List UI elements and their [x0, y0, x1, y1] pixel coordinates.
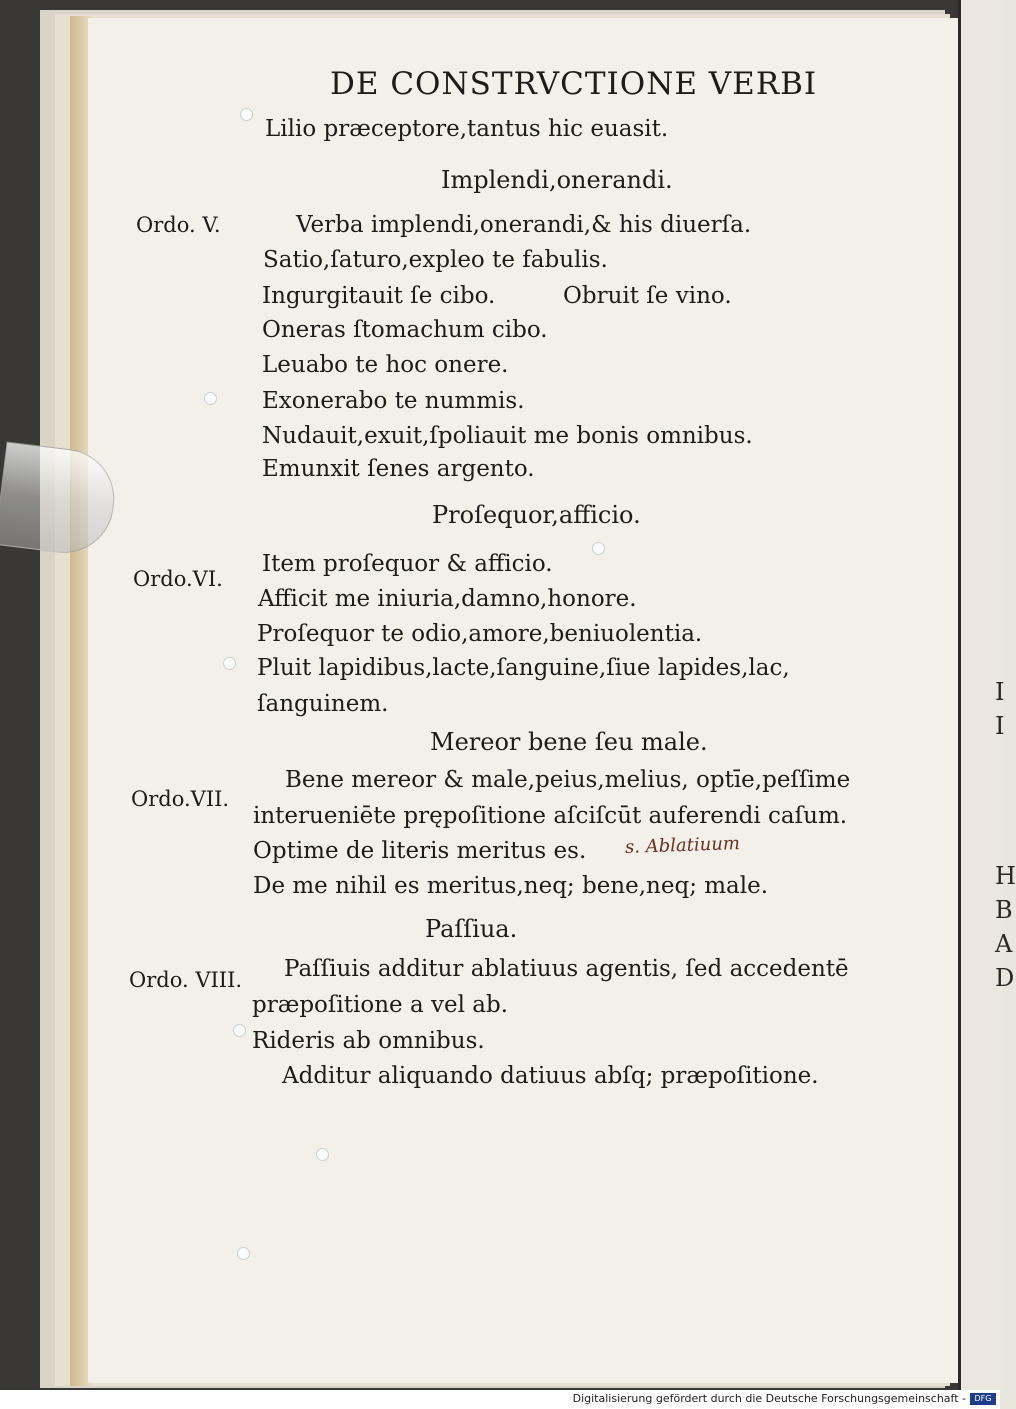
text-line: Afficit me iniuria,damno,honore. [258, 586, 637, 612]
paper-hole [592, 542, 605, 555]
handwritten-annotation: s. Ablatiuum [624, 833, 741, 858]
facing-glyph: I [995, 678, 1005, 706]
dfg-logo-icon: DFG [970, 1393, 996, 1405]
text-line: Proſequor te odio,amore,beniuolentia. [257, 621, 703, 647]
text-line: Pluit lapidibus,lacte,ſanguine,ſiue lapides,lac, [257, 655, 790, 681]
paper-hole [316, 1148, 329, 1161]
ordo-label: Ordo. VIII. [129, 968, 243, 992]
footer-bar [0, 1390, 1000, 1409]
text-line: Lilio præceptore,tantus hic euasit. [265, 116, 669, 142]
facing-glyph: H [995, 862, 1016, 890]
text-line: Satio,ſaturo,expleo te fabulis. [263, 247, 608, 273]
facing-glyph: I [995, 712, 1005, 740]
ordo-label: Ordo.VI. [133, 567, 223, 591]
text-line: ſanguinem. [257, 691, 389, 717]
paper-hole [233, 1024, 246, 1037]
text-line: interueniēte prępoſitione aſciſcūt auferendi caſum. [253, 803, 848, 829]
facing-glyph: D [995, 964, 1015, 992]
text-line: De me nihil es meritus,neq; bene,neq; male. [253, 873, 769, 899]
text-line: Verba implendi,onerandi,& his diuerſa. [296, 212, 752, 238]
text-line: Oneras ſtomachum cibo. [262, 317, 548, 343]
text-line: Optime de literis meritus es. [253, 838, 587, 864]
paper-hole [204, 392, 217, 405]
facing-glyph: B [995, 896, 1013, 924]
text-line: Leuabo te hoc onere. [262, 352, 509, 378]
paper-hole [240, 108, 253, 121]
running-header: DE CONSTRVCTIONE VERBI [330, 66, 818, 102]
section-heading: Proſequor,afficio. [432, 501, 641, 529]
text-line: Exonerabo te nummis. [262, 388, 525, 414]
text-line: Item proſequor & afficio. [262, 551, 553, 577]
text-line: Paſſiuis additur ablatiuus agentis, ſed accedentē [284, 956, 849, 982]
text-line: Ingurgitauit ſe cibo. [262, 283, 496, 309]
text-line: Emunxit ſenes argento. [262, 456, 535, 482]
text-line: Rideris ab omnibus. [252, 1028, 485, 1054]
section-heading: Mereor bene ſeu male. [430, 728, 708, 756]
paper-hole [237, 1247, 250, 1260]
facing-glyph: A [995, 930, 1013, 958]
facing-page [958, 0, 1016, 1392]
text-line: Additur aliquando datiuus abſq; præpoſitione. [282, 1063, 819, 1089]
section-heading: Implendi,onerandi. [441, 166, 673, 194]
footer-credit: Digitalisierung gefördert durch die Deutsche Forschungsgemeinschaft - [572, 1392, 966, 1405]
text-line: Nudauit,exuit,ſpoliauit me bonis omnibus. [262, 423, 753, 449]
paper-hole [223, 657, 236, 670]
text-line: Bene mereor & male,peius,melius, optīe,peſſime [285, 767, 851, 793]
section-heading: Paſſiua. [425, 915, 518, 943]
text-line: præpoſitione a vel ab. [252, 992, 508, 1018]
ordo-label: Ordo. V. [136, 213, 221, 237]
text-line: Obruit ſe vino. [563, 283, 732, 309]
ordo-label: Ordo.VII. [131, 787, 230, 811]
